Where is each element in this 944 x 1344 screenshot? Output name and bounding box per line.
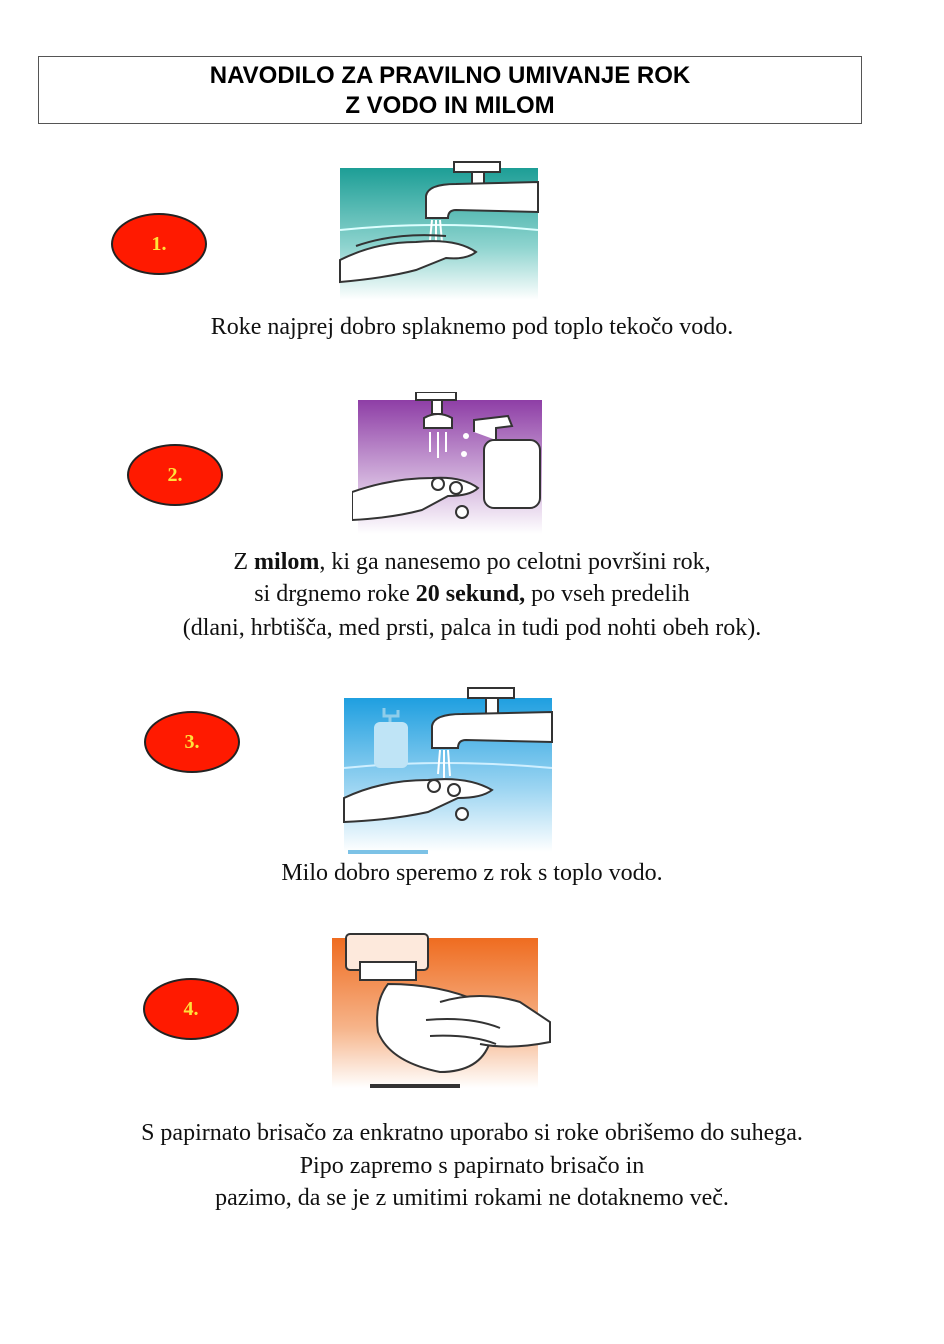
- step-2-caption-line-1: [0, 546, 944, 578]
- title-line-2: Z VODO IN MILOM: [345, 92, 555, 119]
- step-3-illustration: [342, 686, 554, 856]
- step-2-caption-2-bold: 20 sekund,: [415, 581, 526, 607]
- page-title: [38, 56, 862, 124]
- step-2-caption-line-2: [0, 578, 944, 610]
- step-4-caption-line-2: Pipo zapremo s papirnato brisačo in: [299, 1153, 645, 1179]
- step-2-illustration: [352, 392, 544, 534]
- step-4-caption-line-1: S papirnato brisačo za enkratno uporabo si roke obrišemo do suhega.: [141, 1120, 803, 1146]
- step-1-caption: Roke najprej dobro splaknemo pod toplo tekočo vodo.: [210, 314, 734, 340]
- step-2-caption-1-post: , ki ga nanesemo po celotni površini rok,: [319, 549, 711, 575]
- step-4-badge: 4.: [143, 978, 239, 1040]
- step-2-caption-2-post: po vseh predelih: [525, 581, 690, 607]
- step-2-caption-line-3: (dlani, hrbtišča, med prsti, palca in tudi pod nohti obeh rok).: [182, 615, 762, 641]
- step-1-illustration: [336, 160, 542, 300]
- step-4-caption-line-3: pazimo, da se je z umitimi rokami ne dotaknemo več.: [215, 1185, 729, 1211]
- step-2-caption-1-bold: milom: [254, 549, 320, 575]
- step-2-badge: 2.: [127, 444, 223, 506]
- step-2-caption-1-pre: Z: [233, 549, 255, 575]
- step-3-badge: 3.: [144, 711, 240, 773]
- step-3-caption: Milo dobro speremo z rok s toplo vodo.: [281, 860, 663, 886]
- step-4-illustration: [330, 932, 552, 1090]
- step-1-badge: 1.: [111, 213, 207, 275]
- step-2-caption-2-pre: si drgnemo roke: [254, 581, 416, 607]
- title-line-1: NAVODILO ZA PRAVILNO UMIVANJE ROK: [209, 62, 691, 89]
